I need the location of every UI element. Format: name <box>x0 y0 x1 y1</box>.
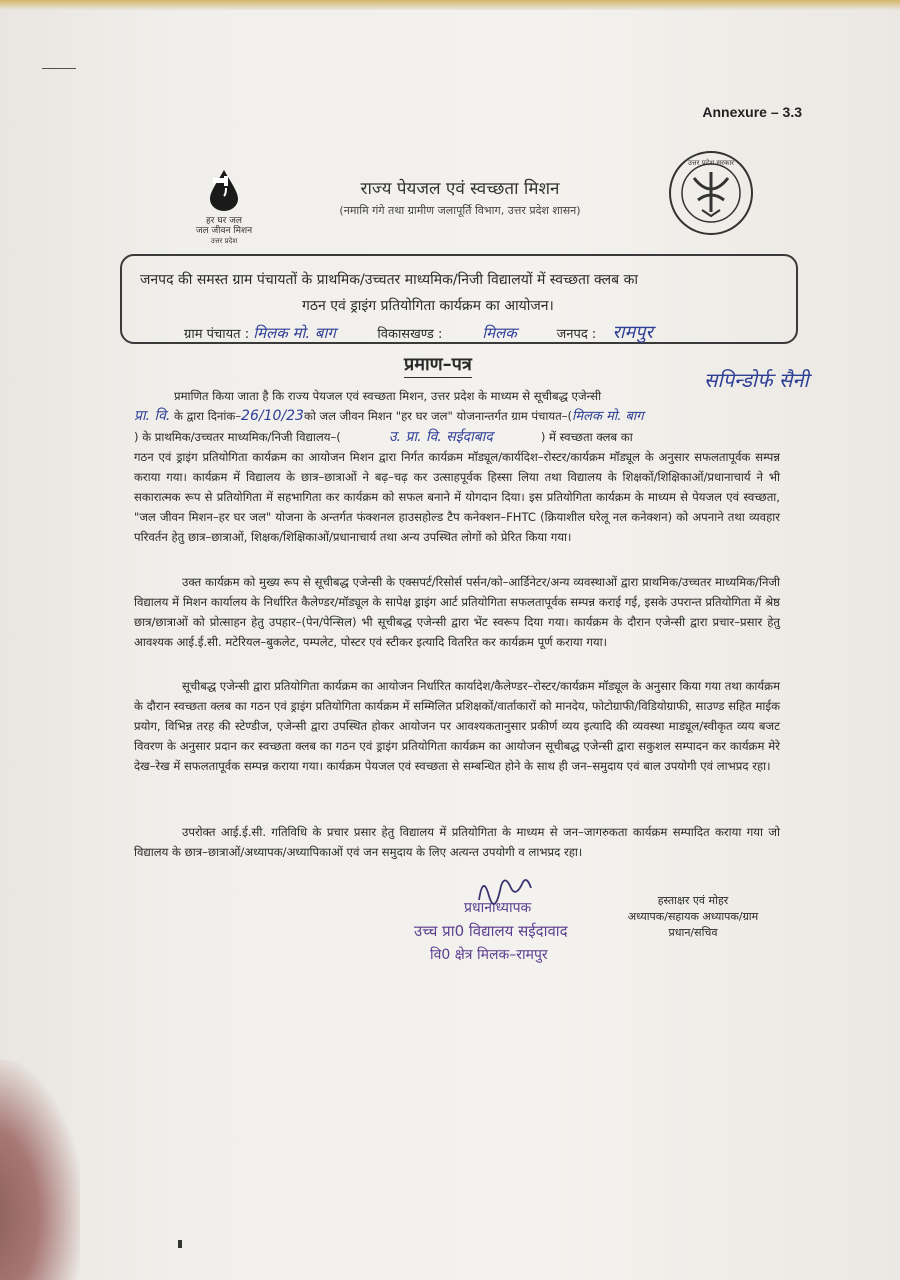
annexure-label: Annexure – 3.3 <box>702 104 802 120</box>
block-value: मिलक <box>482 324 517 342</box>
page-mark <box>178 1240 182 1248</box>
school-name-value: उ. प्रा. वि. सईदाबाद <box>388 429 493 445</box>
emblem-text: उत्तर प्रदेश सरकार <box>687 159 735 167</box>
program-title-line-1: जनपद की समस्त ग्राम पंचायतों के प्राथमिक/उच्चतर माध्यमिक/निजी विद्यालयों में स्वच्छता क्लब का <box>140 272 638 288</box>
para1-body: गठन एवं ड्राइंग प्रतियोगिता कार्यक्रम का आयोजन मिशन द्वारा निर्गत कार्यक्रम मॉड्यूल/कार्यदिश–रोस्टर/कार्यक्रम मॉड्यूल के अनुसार सफलतापूर्वक सम्पन्न कराया गया। कार्यक्रम में विद्यालय के छात्र–छात्राओं ने बढ़–चढ़ कर उत्साहपूर्वक हिस्सा लिया तथा विद्यालय के शिक्षकों/शिक्षिकाओं/प्रधानाचार्य ने भी सकारात्मक रूप से प्रतियोगिता में सहभागिता कर कार्यक्रम को सफल बनाने में योगदान दिया। इस प्रतियोगिता कार्यक्रम के माध्यम से पेयजल एवं स्वच्छता, "जल जीवन मिशन–हर घर जल" योजना के अन्तर्गत फंक्शनल हाउसहोल्ड टैप कनेक्शन–FHTC (क्रियाशील घरेलू नल कनेक्शन) को अपनाने तथा व्यवहार परिवर्तन हेतु छात्र–छात्राओं, शिक्षक/शिक्षिकाओं/प्रधानाचार्य तथा अन्य उपस्थित लोगों को प्रेरित किया गया। <box>134 450 780 544</box>
logo-line-3: उत्तर प्रदेश <box>210 237 238 245</box>
gram-panchayat-label: ग्राम पंचायत : <box>184 327 250 342</box>
school-prefix-value: प्रा. वि. <box>134 408 171 424</box>
logo-line-1: हर घर जल <box>206 216 242 226</box>
mission-title: राज्य पेयजल एवं स्वच्छता मिशन <box>360 179 560 199</box>
para1-line-2-text-a: के द्वारा दिनांक– <box>174 409 242 423</box>
stamp-line-1: प्रधानाध्यापक <box>464 900 532 916</box>
certificate-heading: प्रमाण–पत्र <box>404 352 472 378</box>
jal-jeevan-mission-logo <box>188 168 260 246</box>
signature-block-line-2: अध्यापक/सहायक अध्यापक/ग्राम <box>627 910 759 923</box>
para1-line-1: प्रमाणित किया जाता है कि राज्य पेयजल एवं स्वच्छता मिशन, उत्तर प्रदेश के माध्यम से सूचीबद्ध एजेन्सी <box>174 389 602 403</box>
mission-subtitle: (नमामि गंगे तथा ग्रामीण जलापूर्ति विभाग, उत्तर प्रदेश शासन) <box>339 204 581 217</box>
program-title-line-2: गठन एवं ड्राइंग प्रतियोगिता कार्यक्रम का आयोजन। <box>302 298 554 314</box>
para1-line-3-text-b: ) में स्वच्छता क्लब का <box>540 430 633 444</box>
headmaster-stamp <box>414 880 614 964</box>
program-date-value: 26/10/23 <box>241 408 304 424</box>
signature-scribble-icon <box>474 872 534 906</box>
signature-block <box>603 893 783 941</box>
district-value: रामपुर <box>612 322 653 343</box>
up-government-emblem-icon <box>668 150 754 236</box>
signature-block-line-1: हस्ताक्षर एवं मोहर <box>657 894 729 907</box>
finger-shadow <box>0 1060 80 1280</box>
margin-mark <box>42 68 76 69</box>
para1-line-3 <box>134 427 780 447</box>
agency-name-handwritten: सपिन्डोर्फ सैनी <box>704 368 809 392</box>
program-title-box <box>120 254 798 344</box>
signature-block-line-3: प्रधान/सचिव <box>668 926 718 939</box>
gram-panchayat-value: मिलक मो. बाग <box>253 324 336 342</box>
para1-line-2-text-b: को जल जीवन मिशन "हर घर जल" योजनान्तर्गत ग्राम पंचायत–( <box>303 409 572 423</box>
district-label: जनपद : <box>556 327 597 342</box>
paragraph-4: उपरोक्त आई.ई.सी. गतिविधि के प्रचार प्रसार हेतु विद्यालय में प्रतियोगिता के माध्यम से जन–जागरुकता कार्यक्रम सम्पादित कराया गया जो विद्यालय के छात्र–छात्राओं/अध्यापक/अध्यापिकाओं एवं जन समुदाय के लिए अत्यन्त उपयोगी व लाभप्रद रहा। <box>134 825 780 859</box>
gram-panchayat-inline-value: मिलक मो. बाग <box>572 409 644 424</box>
paragraph-3: सूचीबद्ध एजेन्सी द्वारा प्रतियोगिता कार्यक्रम का आयोजन निर्धारित कार्यादेश/कैलेण्डर–रोस्टर/कार्यक्रम मॉड्यूल के अनुसार किया गया तथा कार्यक्रम के दौरान स्वच्छता क्लब का गठन एवं ड्राइंग प्रतियोगिता कार्यक्रम में सम्मिलित प्रशिक्षकों/वार्ताकारों को मानदेय, फोटोग्राफी/विडियोग्राफी, साउण्ड सहित माईक प्रयोग, विभिन्न तरह की स्टेण्डीज, एजेन्सी द्वारा उपस्थित होकर आयोजन पर आवश्यकतानुसार प्रकीर्ण व्यय इत्यादि की व्यवस्था माड्यूल/स्वीकृत व्यय बजट विवरण के अनुसार प्रदान कर स्वच्छता क्लब का गठन एवं ड्राइंग प्रतियोगिता कार्यक्रम का आयोजन सूचीबद्ध एजेन्सी द्वारा सकुशल सम्पादन कर कार्यक्रम मेरे देख–रेख में सफलतापूर्वक सम्पन्न कराया गया। कार्यक्रम पेयजल एवं स्वच्छता से सम्बन्धित होने के साथ ही जन–समुदाय एवं बाल उपयोगी एवं लाभप्रद रहा। <box>134 679 780 773</box>
water-drop-icon <box>204 168 244 212</box>
location-fields <box>184 320 653 344</box>
paragraph-1 <box>134 386 780 547</box>
paragraph-2: उक्त कार्यक्रम को मुख्य रूप से सूचीबद्ध एजेन्सी के एक्सपर्ट/रिसोर्स पर्सन/को–आर्डिनेटर/अन्य व्यवस्थाओं द्वारा प्राथमिक/उच्चतर माध्यमिक/निजी विद्यालय में मिशन कार्यालय के निर्धारित कैलेण्डर/मॉड्यूल के सापेक्ष ड्राइंग आर्ट प्रतियोगिता सफलतापूर्वक सम्पन्न कराई गई, इसके उपरान्त प्रतियोगिता में श्रेष्ठ छात्र/छात्राओं को प्रोत्साहन हेतु उपहार–(पेन/पेन्सिल) भी सूचीबद्ध एजेन्सी द्वारा भेंट स्वरूप दिया गया। कार्यक्रम के दौरान एजेन्सी द्वारा प्रचार–प्रसार हेतु आवश्यक आई.ई.सी. मटेरियल–बुकलेट, पम्पलेट, पोस्टर एवं स्टीकर इत्यादि वितरित कर कार्यक्रम पूर्ण कराया गया। <box>134 575 780 649</box>
stamp-line-3: वि0 क्षेत्र मिलक–रामपुर <box>430 947 548 963</box>
logo-line-2: जल जीवन मिशन <box>195 226 253 236</box>
para1-line-3-text-a: ) के प्राथमिक/उच्चतर माध्यमिक/निजी विद्यालय–( <box>134 430 341 444</box>
stamp-line-2: उच्च प्रा0 विद्यालय सईदावाद <box>414 922 568 940</box>
document-header <box>290 176 630 218</box>
para1-line-2 <box>134 406 780 427</box>
block-label: विकासखण्ड : <box>377 327 443 342</box>
page-top-edge <box>0 0 900 10</box>
